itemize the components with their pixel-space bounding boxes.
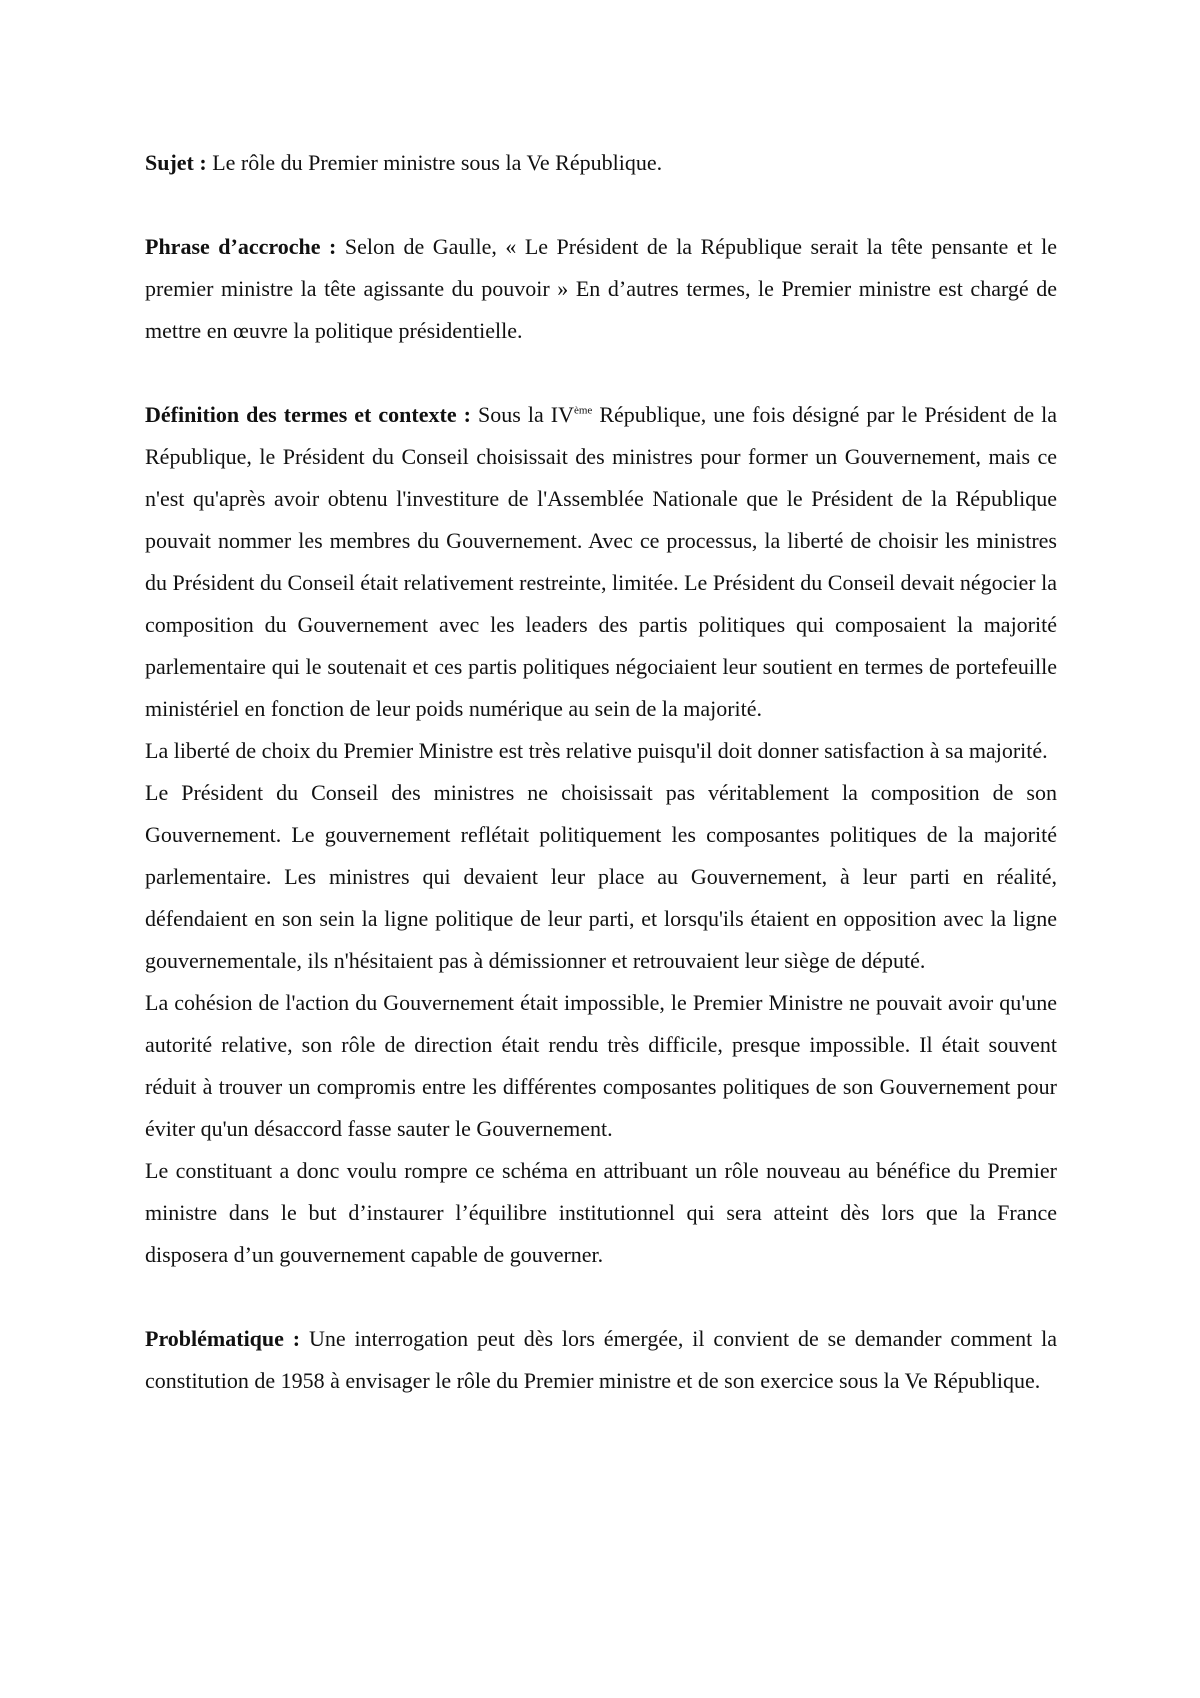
- subject-label: Sujet :: [145, 150, 207, 175]
- definition-intro-after-sup: République, une fois désigné par le Président de la République, le Président du Conseil choisissait des ministres pour former un Gouvernement, mais ce n'est qu'après avoir obtenu l'investiture de l'Assemblée Nationale que le Président de la République pouvait nommer les membres du Gouvernement. Avec ce processus, la liberté de choisir les ministres du Président du Conseil était relativement restreinte, limitée. Le Président du Conseil devait négocier la composition du Gouvernement avec les leaders des partis politiques qui composaient la majorité parlementaire qui le soutenait et ces partis politiques négociaient leur soutient en termes de portefeuille ministériel en fonction de leur poids numérique au sein de la majorité.: [145, 402, 1058, 721]
- definition-intro-before-sup: Sous la IV: [478, 402, 574, 427]
- definition-paragraph-4: La cohésion de l'action du Gouvernement était impossible, le Premier Ministre ne pouvait avoir qu'une autorité relative, son rôle de direction était rendu très difficile, presque impossible. Il était souvent réduit à trouver un compromis entre les différentes composantes politiques de son Gouvernement pour éviter qu'un désaccord fasse sauter le Gouvernement.: [145, 990, 1057, 1141]
- subject-paragraph: [145, 142, 1057, 184]
- definition-paragraph-2: La liberté de choix du Premier Ministre est très relative puisqu'il doit donner satisfaction à sa majorité.: [145, 738, 1048, 763]
- definition-paragraph-5: Le constituant a donc voulu rompre ce schéma en attribuant un rôle nouveau au bénéfice du Premier ministre dans le but d’instaurer l’équilibre institutionnel qui sera atteint dès lors que la France disposera d’un gouvernement capable de gouverner.: [145, 1158, 1057, 1267]
- problem-paragraph: [145, 1318, 1057, 1402]
- document-body: [145, 142, 1057, 1402]
- subject-text: Le rôle du Premier ministre sous la Ve République.: [212, 150, 663, 175]
- hook-text: Selon de Gaulle, « Le Président de la République serait la tête pensante et le premier ministre la tête agissante du pouvoir » En d’autres termes, le Premier ministre est chargé de mettre en œuvre la politique présidentielle.: [145, 234, 1057, 343]
- hook-paragraph: [145, 226, 1057, 352]
- definition-paragraph-3: Le Président du Conseil des ministres ne choisissait pas véritablement la composition de son Gouvernement. Le gouvernement reflétait politiquement les composantes politiques de la majorité parlementaire. Les ministres qui devaient leur place au Gouvernement, à leur parti en réalité, défendaient en son sein la ligne politique de leur parti, et lorsqu'ils étaient en opposition avec la ligne gouvernementale, ils n'hésitaient pas à démissionner et retrouvaient leur siège de député.: [145, 780, 1057, 973]
- problem-label: Problématique :: [145, 1326, 301, 1351]
- paragraph-spacer: [145, 352, 1057, 394]
- definition-paragraph: [145, 394, 1057, 730]
- paragraph-spacer: [145, 1276, 1057, 1318]
- definition-superscript: ème: [573, 404, 593, 417]
- problem-text: Une interrogation peut dès lors émergée, il convient de se demander comment la constitution de 1958 à envisager le rôle du Premier ministre et de son exercice sous la Ve République.: [145, 1326, 1057, 1393]
- hook-label: Phrase d’accroche :: [145, 234, 337, 259]
- definition-label: Définition des termes et contexte :: [145, 402, 471, 427]
- paragraph-spacer: [145, 184, 1057, 226]
